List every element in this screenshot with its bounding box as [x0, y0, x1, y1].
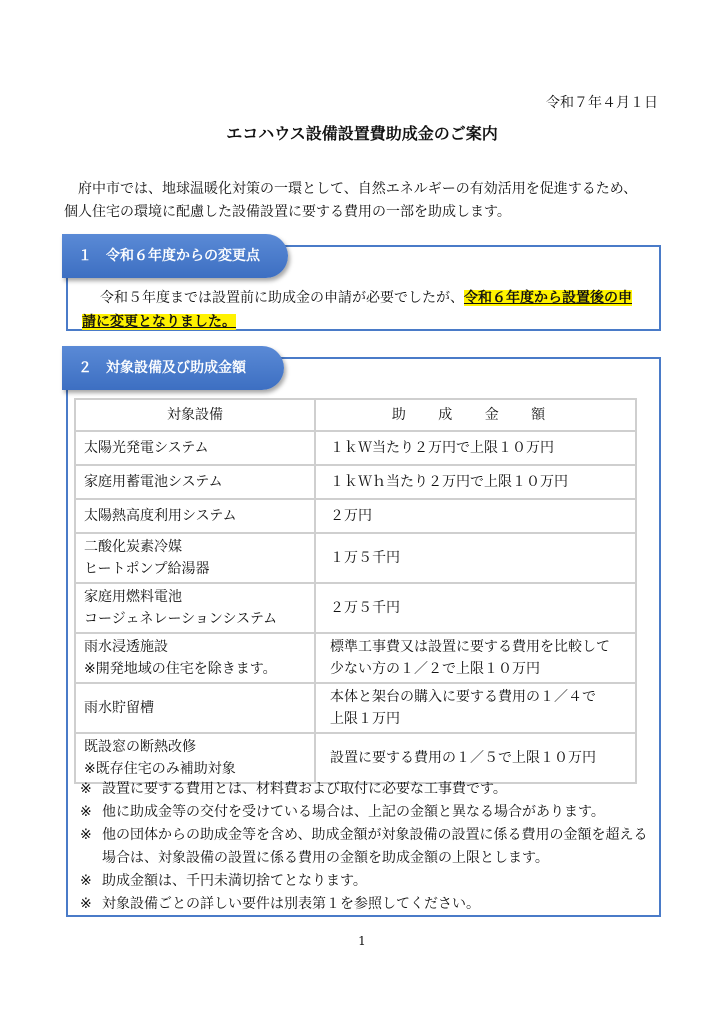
table-row	[75, 465, 636, 499]
note-text: 他に助成金等の交付を受けている場合は、上記の金額と異なる場合があります。	[102, 804, 605, 820]
note-text: 他の団体からの助成金等を含め、助成金額が対象設備の設置に係る費用の金額を超える場合は、対象設備の設置に係る費用の金額を助成金額の上限とします。	[102, 827, 648, 866]
row-2-item	[75, 465, 315, 499]
table-header-row	[75, 399, 636, 431]
notes-list	[80, 778, 660, 916]
note-text: 対象設備ごとの詳しい要件は別表第１を参照してください。	[102, 896, 480, 912]
note-item	[80, 870, 660, 893]
note-mark: ※	[80, 804, 92, 820]
row-3-item-line-1: 太陽熱高度利用システム	[84, 508, 237, 524]
note-item	[80, 801, 660, 824]
note-item	[80, 778, 660, 801]
note-text: 助成金額は、千円未満切捨てとなります。	[102, 873, 367, 889]
row-2-item-line-1: 家庭用蓄電池システム	[84, 474, 223, 490]
section-1-highlight-2: 請に変更となりました。	[82, 314, 236, 330]
note-mark: ※	[80, 896, 92, 912]
table-row	[75, 733, 636, 783]
intro-line-2: 個人住宅の環境に配慮した設備設置に要する費用の一部を助成します。	[64, 204, 511, 220]
table-row	[75, 533, 636, 583]
section-2-number: ２	[78, 360, 92, 376]
row-8-amount-line-1: 設置に要する費用の１／５で上限１０万円	[330, 750, 596, 766]
note-item	[80, 824, 660, 870]
note-mark: ※	[80, 827, 92, 843]
row-8-amount	[315, 733, 636, 783]
row-8-item	[75, 733, 315, 783]
note-item	[80, 893, 660, 916]
table-row	[75, 583, 636, 633]
row-7-item-line-1: 雨水貯留槽	[84, 700, 154, 716]
row-6-item-line-1: 雨水浸透施設	[84, 639, 168, 655]
row-4-item-line-2: ヒートポンプ給湯器	[84, 561, 210, 577]
table-row	[75, 431, 636, 465]
row-1-amount	[315, 431, 636, 465]
section-1-text	[82, 286, 658, 334]
row-1-item-line-1: 太陽光発電システム	[84, 440, 209, 456]
section-2-heading	[62, 346, 284, 390]
note-text: 設置に要する費用とは、材料費および取付に必要な工事費です。	[102, 781, 507, 797]
row-8-item-line-1: 既設窓の断熱改修	[84, 739, 196, 755]
row-1-amount-line-1: １ｋＷ当たり２万円で上限１０万円	[330, 440, 554, 456]
table-row	[75, 683, 636, 733]
section-1-text-plain: 令和５年度までは設置前に助成金の申請が必要でしたが、	[100, 290, 464, 306]
row-5-amount-line-1: ２万５千円	[330, 600, 400, 616]
header-amount	[315, 399, 636, 431]
header-amount-label: 助 成 金 額	[391, 407, 560, 423]
table-row	[75, 499, 636, 533]
row-7-amount	[315, 683, 636, 733]
row-7-amount-line-2: 上限１万円	[330, 711, 400, 727]
row-3-amount-line-1: ２万円	[330, 508, 372, 524]
table-row	[75, 633, 636, 683]
row-3-amount	[315, 499, 636, 533]
row-4-amount	[315, 533, 636, 583]
row-6-amount-line-2: 少ない方の１／２で上限１０万円	[330, 661, 540, 677]
row-7-amount-line-1: 本体と架台の購入に要する費用の１／４で	[330, 689, 596, 705]
row-1-item	[75, 431, 315, 465]
row-5-amount	[315, 583, 636, 633]
row-6-item-line-2: ※開発地域の住宅を除きます。	[84, 661, 277, 677]
section-2-title: 対象設備及び助成金額	[106, 360, 246, 376]
section-1-title: 令和６年度からの変更点	[106, 248, 260, 264]
section-1-number: １	[78, 248, 92, 264]
row-2-amount-line-1: １ｋＷｈ当たり２万円で上限１０万円	[330, 474, 568, 490]
row-4-item-line-1: 二酸化炭素冷媒	[84, 539, 182, 555]
row-5-item-line-2: コージェネレーションシステム	[84, 611, 278, 627]
row-5-item-line-1: 家庭用燃料電池	[84, 589, 182, 605]
document-date: 令和７年４月１日	[546, 95, 658, 111]
row-2-amount	[315, 465, 636, 499]
row-4-item	[75, 533, 315, 583]
section-1-heading	[62, 234, 288, 278]
document-title: エコハウス設備設置費助成金のご案内	[226, 124, 498, 143]
note-mark: ※	[80, 873, 92, 889]
row-6-item	[75, 633, 315, 683]
row-3-item	[75, 499, 315, 533]
row-4-amount-line-1: １万５千円	[330, 550, 400, 566]
note-mark: ※	[80, 781, 92, 797]
row-8-item-line-2: ※既存住宅のみ補助対象	[84, 761, 236, 777]
header-equipment: 対象設備	[75, 399, 315, 431]
row-7-item	[75, 683, 315, 733]
intro-paragraph	[64, 178, 664, 224]
intro-line-1: 府中市では、地球温暖化対策の一環として、自然エネルギーの有効活用を促進するため、	[78, 181, 638, 197]
row-6-amount	[315, 633, 636, 683]
subsidy-table	[74, 398, 637, 784]
row-6-amount-line-1: 標準工事費又は設置に要する費用を比較して	[330, 639, 610, 655]
row-5-item	[75, 583, 315, 633]
section-1-highlight-1: 令和６年度から設置後の申	[464, 290, 632, 306]
page-number: 1	[358, 934, 366, 948]
